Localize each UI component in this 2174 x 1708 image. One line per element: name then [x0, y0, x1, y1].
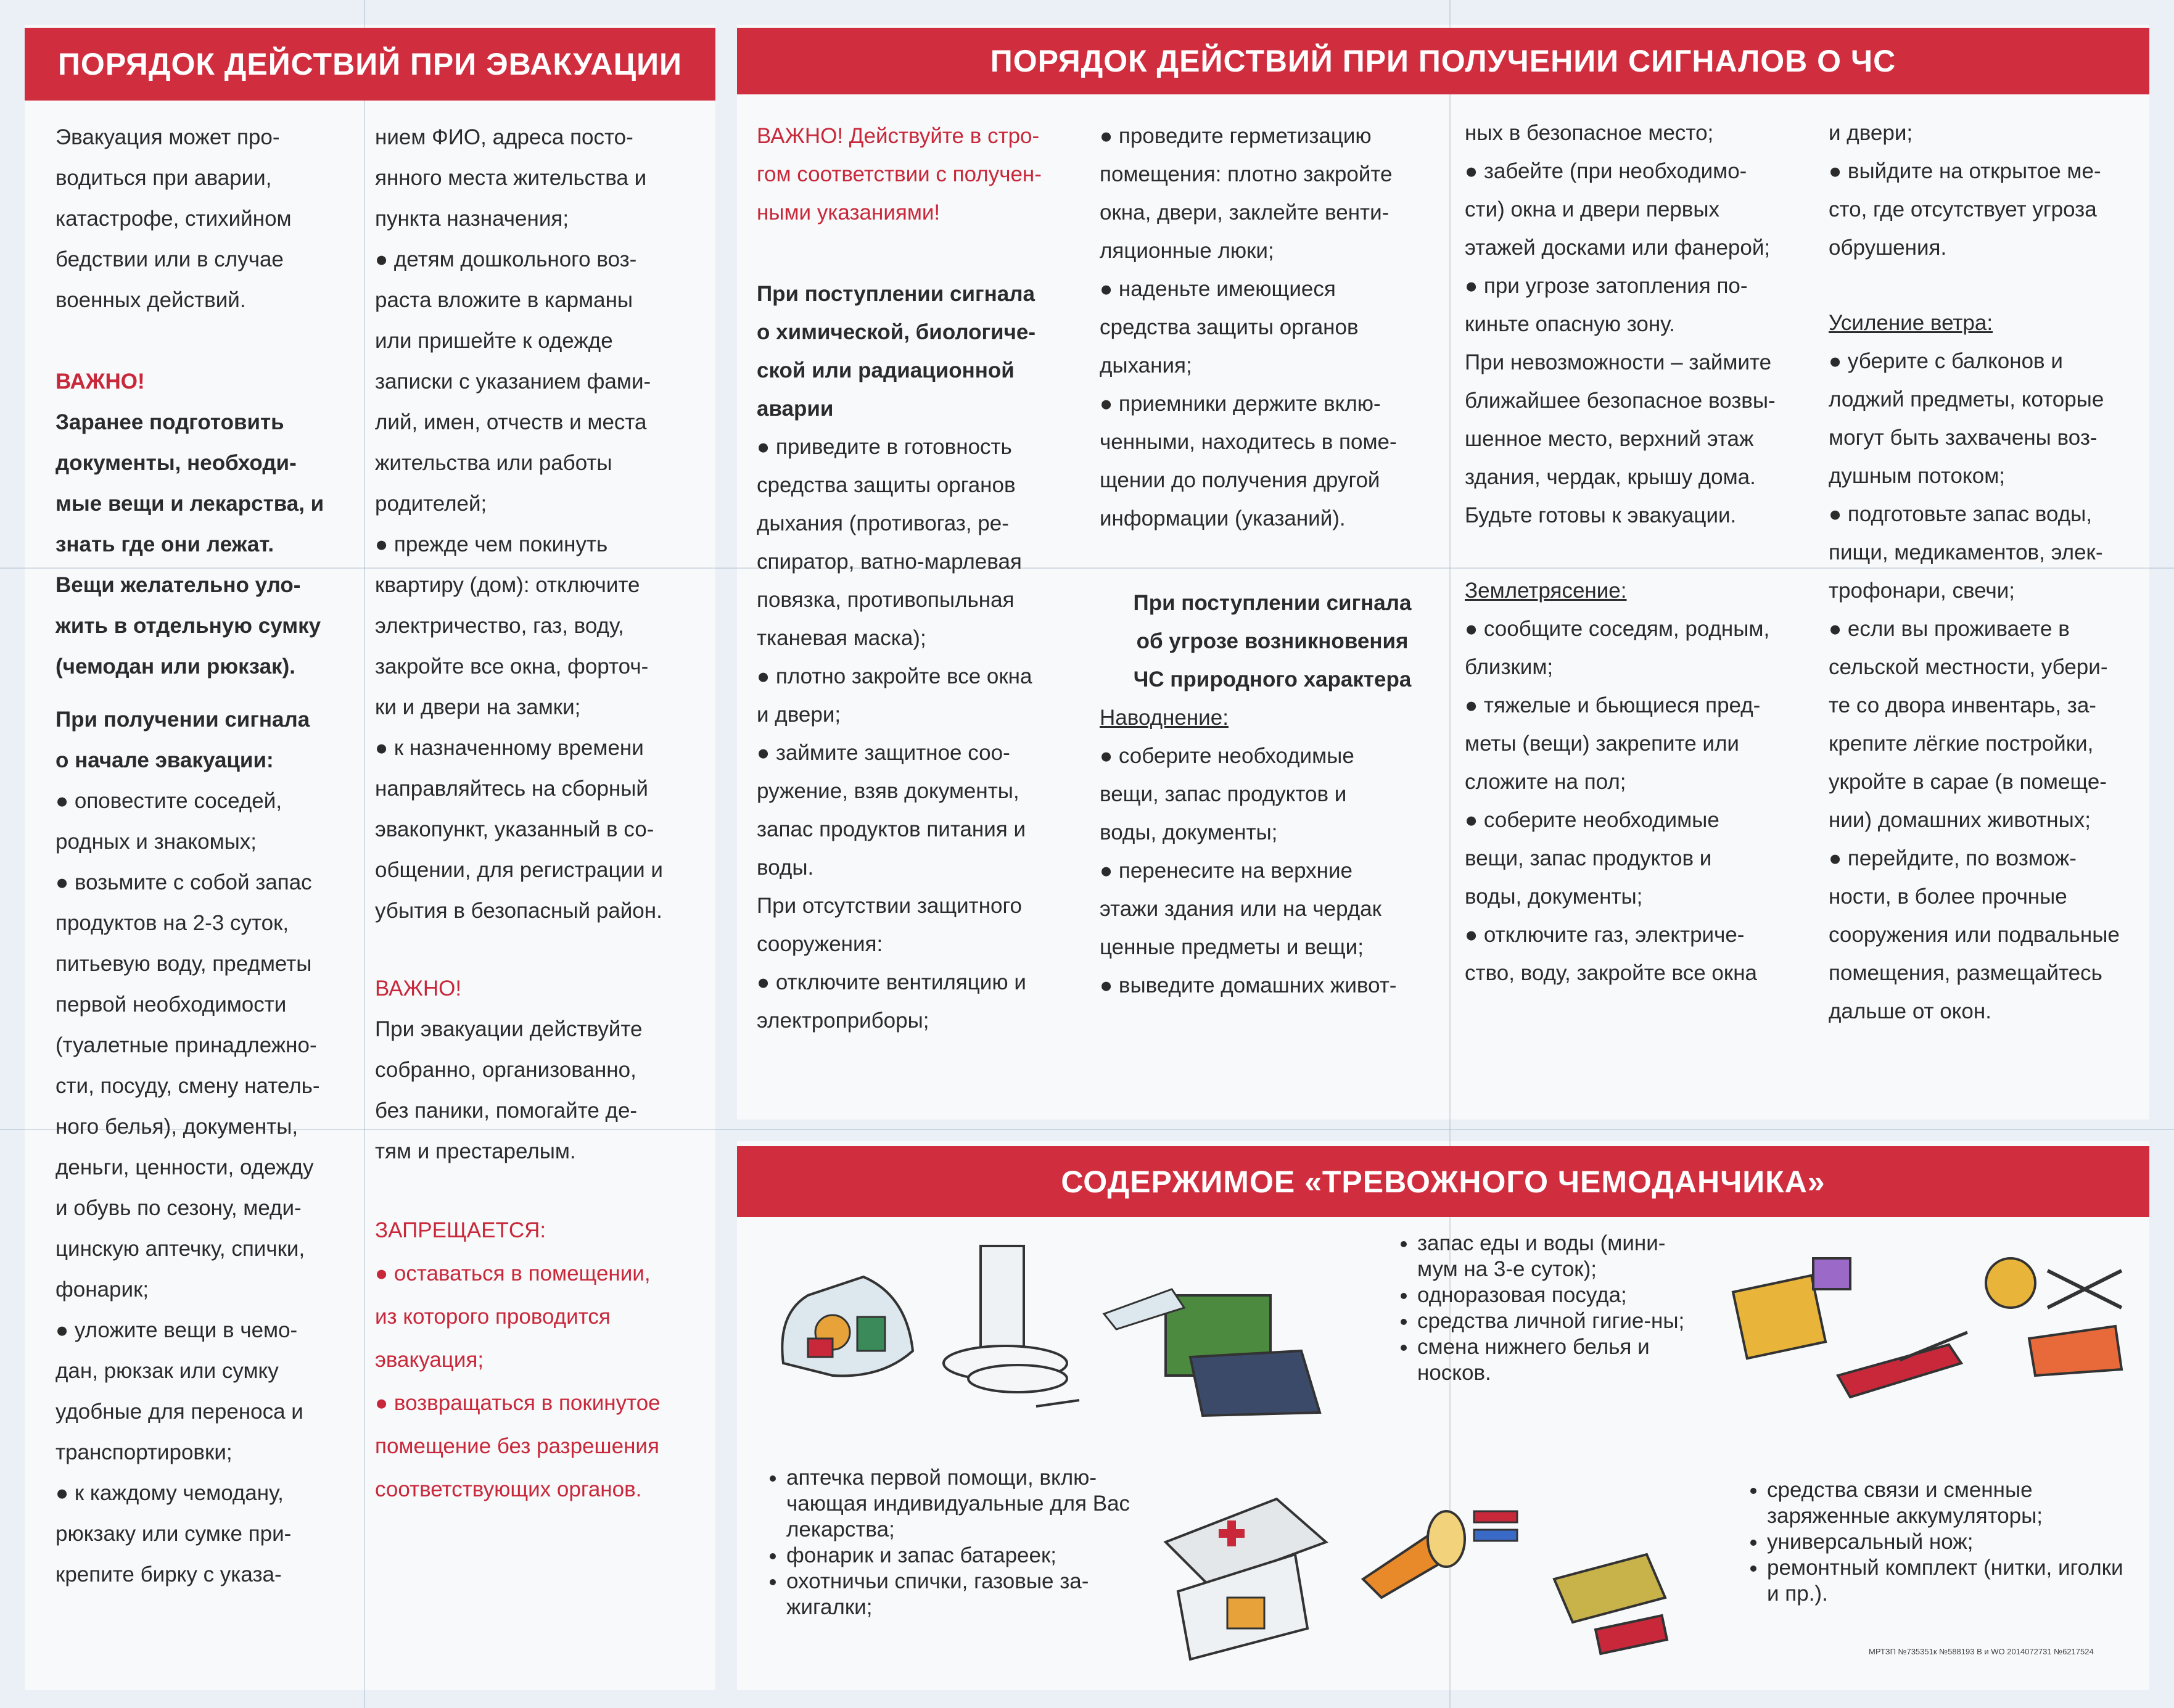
evac-col1-list: ● оповестите соседей, родных и знакомых; ● возьмите с собой запас продуктов на 2-3 суток, питьевую воду, предметы первой необходимости (туалетные принадлежно- сти, посуду, смену натель- ного белья), документы, деньги, ценности, одежду и обувь по сезону, меди- цинскую аптечку, спички, фонарик; ● уложите вещи в чемо- дан, рюкзак или сумку удобные для переноса и транспортировки; ● к каждому чемодану, рюкзаку или сумке при- крепите бирку с указа-	[56, 789, 320, 1586]
forbidden-label: ЗАПРЕЩАЕТСЯ:	[375, 1218, 546, 1242]
signals-col-6	[1829, 114, 2143, 1031]
first-aid-kit-icon	[1153, 1487, 1338, 1672]
evac-col2-list: нием ФИО, адреса посто- янного места жительства и пункта назначения; ● детям дошкольного воз- раста вложите в карманы или пришейте к одежде записки с указанием фами- лий, имен, отчеств и места жительства или работы родителей; ● прежде чем покинуть квартиру (дом): отключите электричество, газ, воду, закройте все окна, форточ- ки и двери на замки; ● к назначенному времени направляйтесь на сборный эвакопункт, указанный в со- общении, для регистрации и убытия в безопасный район.	[375, 125, 663, 923]
important-text-2: При эвакуации действуйте собранно, организованно, без паники, помогайте де- тям и престарелым.	[375, 1017, 643, 1163]
important-text: Заранее подготовить документы, необходи- мые вещи и лекарства, и знать где они лежат. Вещи желательно уло- жить в отдельную сумку (чемодан или рюкзак).	[56, 410, 324, 679]
kit-header: СОДЕРЖИМОЕ «ТРЕВОЖНОГО ЧЕМОДАНЧИКА»	[737, 1146, 2149, 1217]
signals-warning: ВАЖНО! Действуйте в стро- гом соответствии с получен- ными указаниями!	[757, 124, 1042, 225]
clothes-icon	[1098, 1271, 1363, 1419]
kit-left-list	[762, 1465, 1141, 1620]
chem-list: ● приведите в готовность средства защиты органов дыхания (противогаз, ре- спиратор, ватно-марлевая повязка, противопыльная тканевая маска); ● плотно закройте все окна и двери; ● займите защитное соо- ружение, взяв документы, запас продуктов питания и воды. При отсутствии защитного сооружения: ● отключите вентиляцию и электроприборы;	[757, 435, 1032, 1033]
knife-icon	[1826, 1326, 1974, 1425]
matches-lighter-icon	[1542, 1530, 1690, 1665]
evac-intro: Эвакуация может про- водиться при аварии, катастрофе, стихийном бедствии или в случае военных действий.	[56, 125, 292, 312]
important-label: ВАЖНО!	[56, 369, 145, 394]
fold-line	[364, 0, 365, 1708]
nature-heading: При поступлении сигнала об угрозе возникновения ЧС природного характера	[1133, 591, 1412, 691]
list-item: • фонарик и запас батареек;	[786, 1543, 1141, 1569]
list-item: • средства связи и сменные заряженные аккумуляторы;	[1767, 1477, 2125, 1529]
signals-col-3	[757, 117, 1090, 1040]
flood-label: Наводнение:	[1100, 706, 1229, 730]
sewing-kit-icon	[1974, 1246, 2134, 1382]
list-item: • одноразовая посуда;	[1417, 1282, 1689, 1308]
wind-list: ● уберите с балконов и лоджий предметы, которые могут быть захвачены воз- душным потоком; ● подготовьте запас воды, пищи, медикаментов, элек- трофонари, свечи; ● если вы проживаете в сельской местности, убери- те со двора инвентарь, за- крепите лёгкие постройки, укройте в сарае (в помеще- нии) домашних животных; ● перейдите, по возмож- ности, в более прочные сооружения или подвальные помещения, размещайтесь дальше от окон.	[1829, 349, 2120, 1023]
quake-list: ● сообщите соседям, родным, близким; ● тяжелые и бьющиеся пред- меты (вещи) закрепите или сложите на пол; ● соберите необходимые вещи, запас продуктов и воды, документы; ● отключите газ, электриче- ство, воду, закройте все окна	[1465, 617, 1770, 985]
list-item: • смена нижнего белья и носков.	[1417, 1334, 1689, 1386]
food-bag-icon	[771, 1258, 925, 1382]
evacuation-header: ПОРЯДОК ДЕЙСТВИЙ ПРИ ЭВАКУАЦИИ	[25, 28, 715, 101]
list-item: • средства личной гигие-ны;	[1417, 1308, 1689, 1334]
fold-line	[1449, 0, 1451, 1708]
list-item: • ремонтный комплект (нитки, иголки и пр.).	[1767, 1555, 2125, 1607]
dishes-icon	[937, 1234, 1098, 1419]
evac-col-2	[375, 117, 711, 1511]
flashlight-icon	[1351, 1493, 1536, 1604]
signals-col-4	[1100, 117, 1445, 1005]
signals-col-5	[1465, 114, 1816, 992]
chem-heading: При поступлении сигнала о химической, биологиче- ской или радиационной аварии	[757, 282, 1036, 421]
list-item: • аптечка первой помощи, вклю-чающая индивидуальные для Вас лекарства;	[786, 1465, 1141, 1543]
forbidden-text: ● оставаться в помещении, из которого проводится эвакуация; ● возвращаться в покинутое помещение без разрешения соответствующих органов.	[375, 1261, 661, 1501]
flood-list-cont: ных в безопасное место; ● забейте (при необходимо- сти) окна и двери первых этажей досками или фанерой; ● при угрозе затопления по- киньте опасную зону. При невозможности – займите ближайшее безопасное возвы- шенное место, верхний этаж здания, чердак, крышу дома. Будьте готовы к эвакуации.	[1465, 121, 1776, 527]
kit-right-list	[1742, 1477, 2125, 1607]
kit-top-list	[1393, 1231, 1689, 1386]
quake-label: Землетрясение:	[1465, 579, 1627, 603]
wind-label: Усиление ветра:	[1829, 311, 1993, 335]
evac-signal-heading: При получении сигнала о начале эвакуации:	[56, 708, 310, 772]
signals-header: ПОРЯДОК ДЕЙСТВИЙ ПРИ ПОЛУЧЕНИИ СИГНАЛОВ О ЧС	[737, 28, 2149, 94]
flood-list: ● соберите необходимые вещи, запас продуктов и воды, документы; ● перенесите на верхние этажи здания или на чердак ценные предметы и вещи; ● выведите домашних живот-	[1100, 744, 1397, 997]
important-label-2: ВАЖНО!	[375, 976, 462, 1000]
evac-col-1	[56, 117, 364, 1595]
quake-list-cont: и двери; ● выйдите на открытое ме- сто, где отсутствует угроза обрушения.	[1829, 121, 2101, 260]
list-item: • охотничьи спички, газовые за-жигалки;	[786, 1569, 1141, 1620]
list-item: • запас еды и воды (мини-мум на 3-е суток);	[1417, 1231, 1689, 1282]
list-item: • универсальный нож;	[1767, 1529, 2125, 1555]
seal-list: ● проведите герметизацию помещения: плотно закройте окна, двери, заклейте венти- ляционные люки; ● наденьте имеющиеся средства защиты органов дыхания; ● приемники держите вклю- ченными, находитесь в поме- щении до получения другой информации (указаний).	[1100, 124, 1397, 530]
print-info: МРТЗП №735351к №588193 В и WO 2014072731 №6217524	[1869, 1647, 2094, 1656]
